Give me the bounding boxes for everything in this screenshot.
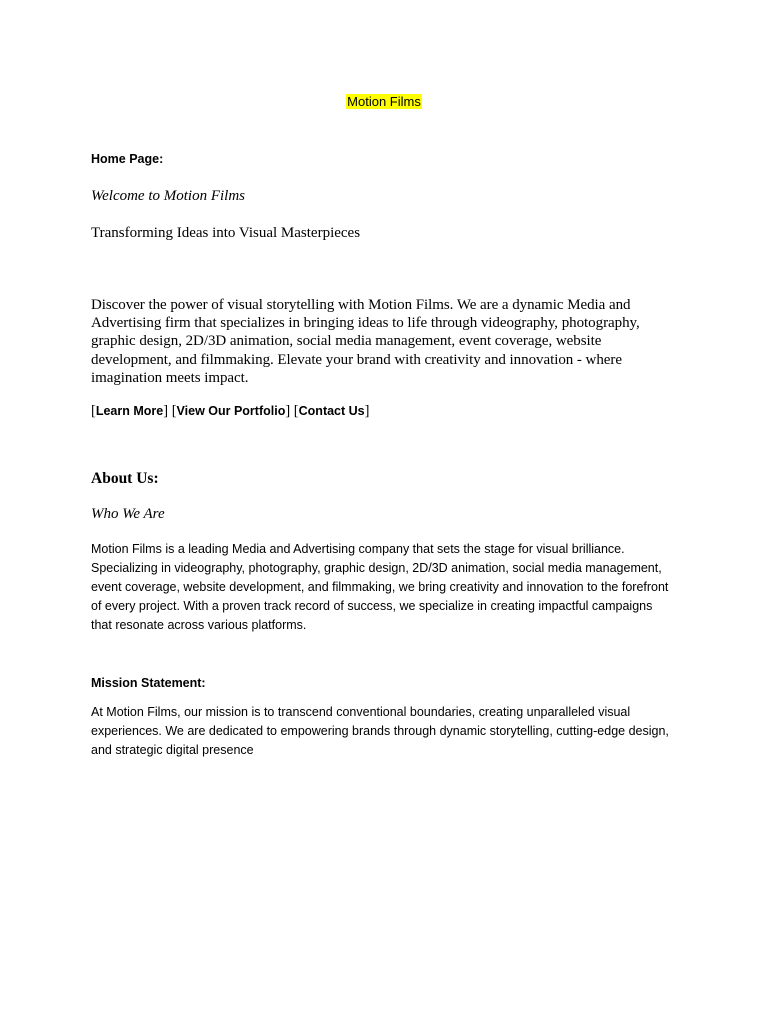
intro-paragraph: Discover the power of visual storytelling with Motion Films. We are a dynamic Media and Advertising firm that specializes in bringing ideas to life through videography, photography, graphic design, 2D/3D animation, social media management, event coverage, website development, and filmmaking. Elevate your brand with creativity and innovation - where imagination meets impact. bbox=[91, 297, 640, 386]
about-heading: About Us: bbox=[91, 470, 159, 487]
tagline: Transforming Ideas into Visual Masterpieces bbox=[91, 225, 361, 241]
view-portfolio-link[interactable]: View Our Portfolio bbox=[176, 404, 286, 418]
who-we-are-heading: Who We Are bbox=[91, 506, 165, 522]
home-page-label: Home Page: bbox=[91, 152, 164, 166]
document-title-text: Motion Films bbox=[347, 94, 421, 109]
document-title bbox=[0, 93, 768, 110]
learn-more-link[interactable]: Learn More bbox=[95, 404, 164, 418]
links-row: [Learn More] [View Our Portfolio] [Contact Us] bbox=[91, 403, 370, 419]
welcome-heading: Welcome to Motion Films bbox=[91, 188, 246, 204]
contact-us-link[interactable]: Contact Us bbox=[298, 404, 365, 418]
about-paragraph: Motion Films is a leading Media and Advertising company that sets the stage for visual brilliance. Specializing in videography, photography, graphic design, 2D/3D animation, social media management, event coverage, website development, and filmmaking, we bring creativity and innovation to the forefront of every project. With a proven track record of success, we specialize in creating impactful campaigns that resonate across various platforms. bbox=[91, 542, 669, 632]
mission-label: Mission Statement: bbox=[91, 676, 206, 690]
mission-paragraph: At Motion Films, our mission is to transcend conventional boundaries, creating unparalleled visual experiences. We are dedicated to empowering brands through dynamic storytelling, cutting-edge design, and strategic digital presence bbox=[91, 705, 669, 757]
